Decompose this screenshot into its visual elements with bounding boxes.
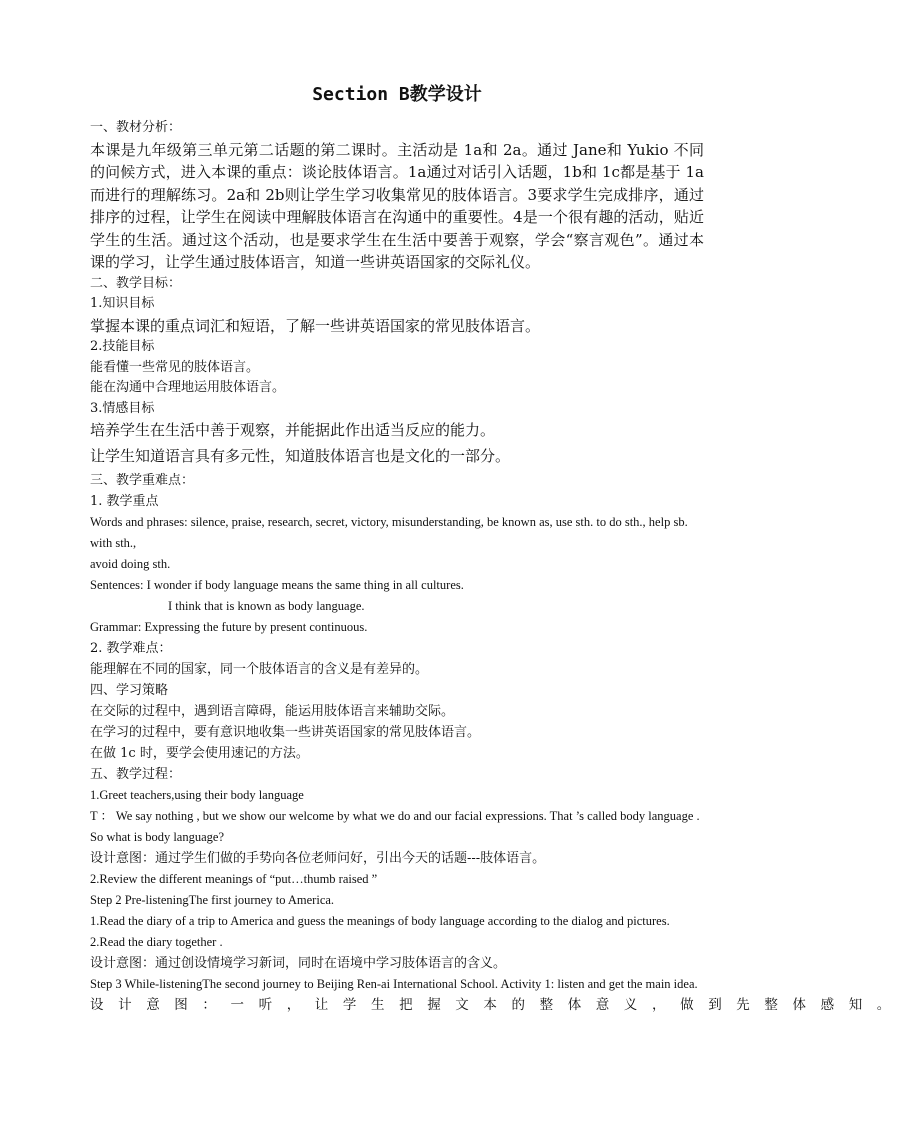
process-line-step3: Step 3 While-listeningThe second journey to Beijing Ren-ai International School. Activity 1: listen and get the main idea. xyxy=(90,977,698,991)
goal-skills-title: 2.技能目标 xyxy=(90,339,155,354)
section-heading-analysis: 一、教材分析： xyxy=(90,120,182,135)
process-line-review: 2.Review the different meanings of “put…thumb raised ” xyxy=(90,872,378,886)
process-intent-1: 设计意图：通过学生们做的手势向各位老师问好，引出今天的话题---肢体语言。 xyxy=(90,851,546,866)
goal-emotion-body-2: 让学生知道语言具有多元性，知道肢体语言也是文化的一部分。 xyxy=(90,446,511,465)
goal-skills-body-2: 能在沟通中合理地运用肢体语言。 xyxy=(90,380,286,395)
strategy-line-1: 在交际的过程中，遇到语言障碍，能运用肢体语言来辅助交际。 xyxy=(90,704,455,719)
sentences-line-2: I think that is known as body language. xyxy=(168,599,365,613)
sentences-line: Sentences: I wonder if body language means the same thing in all cultures. xyxy=(90,578,464,592)
key-points-title: 1. 教学重点 xyxy=(90,494,159,509)
process-line-read-diary: 1.Read the diary of a trip to America and guess the meanings of body language according to the dialog and pictures. xyxy=(90,914,670,928)
goal-emotion-title: 3.情感目标 xyxy=(90,400,155,416)
goal-knowledge-title: 1.知识目标 xyxy=(90,296,155,311)
document-page xyxy=(90,82,905,1016)
words-and-phrases-cont: avoid doing sth. xyxy=(90,557,171,571)
goal-skills-body-1: 能看懂一些常见的肢体语言。 xyxy=(90,359,260,375)
section-heading-key-points: 三、教学重难点： xyxy=(90,473,195,488)
document-title: Section B教学设计 xyxy=(312,84,482,105)
process-line-greet: 1.Greet teachers,using their body language xyxy=(90,788,304,802)
process-line-teacher: T ： We say nothing , but we show our welcome by what we do and our facial expressions. That ’s called body language . So what is body language? xyxy=(90,809,700,844)
section-heading-process: 五、教学过程： xyxy=(90,767,182,782)
goal-emotion-body-1: 培养学生在生活中善于观察，并能据此作出适当反应的能力。 xyxy=(90,421,496,439)
process-line-read-together: 2.Read the diary together . xyxy=(90,935,223,949)
strategy-line-3: 在做 1c 时，要学会使用速记的方法。 xyxy=(90,746,309,761)
section-heading-goals: 二、教学目标： xyxy=(90,275,182,291)
difficulties-body: 能理解在不同的国家，同一个肢体语言的含义是有差异的。 xyxy=(90,662,429,677)
analysis-paragraph: 本课是九年级第三单元第二话题的第二课时。主活动是 1a和 2a。通过 Jane和 Yukio 不同的问候方式，进入本课的重点：谈论肢体语言。1a通过对话引入话题，1b和 1c都是基于 1a 而进行的理解练习。2a和 2b则让学生学习收集常见的肢体语言。3要求学生完成排序，通过排序的过程，让学生在阅读中理解肢体语言在沟通中的重要性。4是一个很有趣的活动，贴近学生的生活。通过这个活动，也是要求学生在生活中要善于观察，学会“察言观色”。通过本课的学习，让学生通过肢体语言，知道一些讲英语国家的交际礼仪。 xyxy=(90,140,704,271)
process-line-step2: Step 2 Pre-listeningThe first journey to America. xyxy=(90,893,335,907)
words-and-phrases: Words and phrases: silence, praise, research, secret, victory, misunderstanding, be known as, use sth. to do sth., help sb. with sth., xyxy=(90,515,688,550)
goal-knowledge-body: 掌握本课的重点词汇和短语，了解一些讲英语国家的常见肢体语言。 xyxy=(90,316,541,335)
process-intent-2: 设计意图：通过创设情境学习新词，同时在语境中学习肢体语言的含义。 xyxy=(90,956,507,971)
difficulties-title: 2. 教学难点： xyxy=(90,641,172,656)
strategy-line-2: 在学习的过程中，要有意识地收集一些讲英语国家的常见肢体语言。 xyxy=(90,725,481,740)
grammar-line: Grammar: Expressing the future by present continuous. xyxy=(90,620,368,634)
section-heading-strategies: 四、学习策略 xyxy=(90,683,169,698)
process-intent-3: 设计意图：一听，让学生把握文本的整体意义，做到先整体感知。 xyxy=(90,997,905,1013)
